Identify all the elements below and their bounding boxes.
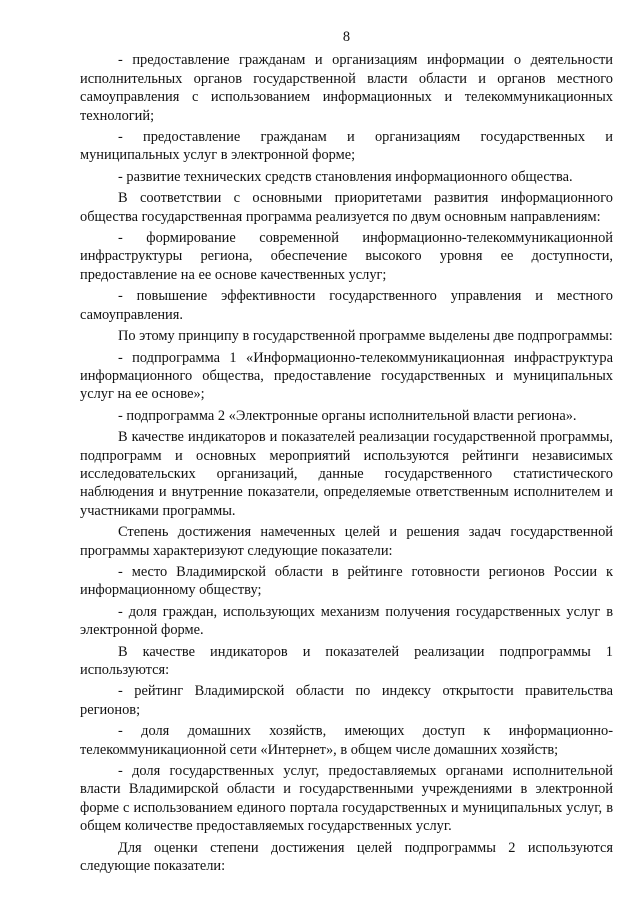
paragraph: - подпрограмма 2 «Электронные органы исполнительной власти региона». (118, 407, 577, 424)
paragraph: В соответствии с основными приоритетами развития информационного общества государственная программа реализуется по двум основным направлениям: (80, 190, 613, 225)
paragraph: - доля домашних хозяйств, имеющих доступ к информационно-телекоммуникационной сети «Интернет», в общем числе домашних хозяйств; (80, 723, 613, 758)
paragraph: - доля граждан, использующих механизм получения государственных услуг в электронной форме. (80, 603, 613, 639)
paragraph: В качестве индикаторов и показателей реализации государственной программы, подпрограмм и основных мероприятий используются рейтинги независимых исследовательских организаций, данные государственного статистического наблюдения и внутренние показатели, определяемые ответственным исполнителем и участниками программы. (80, 429, 613, 519)
paragraph: - место Владимирской области в рейтинге готовности регионов России к информационному обществу; (80, 563, 613, 599)
paragraph: По этому принципу в государственной программе выделены две подпрограммы: (118, 328, 613, 345)
paragraph: Для оценки степени достижения целей подпрограммы 2 используются следующие показатели: (80, 839, 613, 875)
page-number: 8 (342, 29, 351, 45)
paragraph: Степень достижения намеченных целей и решения задач государственной программы характеризуют следующие показатели: (80, 524, 613, 559)
paragraph: - предоставление гражданам и организациям информации о деятельности исполнительных органов государственной власти области и органов местного самоуправления с использованием информационных и телекоммуникационных технологий; (80, 52, 613, 124)
paragraph: - предоставление гражданам и организациям государственных и муниципальных услуг в электронной форме; (80, 129, 613, 164)
document-page (80, 28, 613, 878)
paragraph: - повышение эффективности государственного управления и местного самоуправления. (80, 288, 613, 323)
paragraph: - подпрограмма 1 «Информационно-телекоммуникационная инфраструктура информационного общества, предоставление государственных и муниципальных услуг на ее основе»; (80, 349, 613, 403)
paragraph: - формирование современной информационно-телекоммуникационной инфраструктуры региона, обеспечение высокого уровня ее доступности, предоставление на ее основе качественных услуг; (80, 230, 613, 283)
paragraph: - рейтинг Владимирской области по индексу открытости правительства регионов; (80, 683, 613, 718)
paragraph: В качестве индикаторов и показателей реализации подпрограммы 1 используются: (80, 643, 613, 678)
paragraph: - развитие технических средств становления информационного общества. (118, 168, 573, 185)
paragraph: - доля государственных услуг, предоставляемых органами исполнительной власти Владимирской области и государственными учреждениями в электронной форме с использованием единого портала государственных и муниципальных услуг, в общем количестве предоставляемых государственных услуг. (80, 763, 613, 835)
